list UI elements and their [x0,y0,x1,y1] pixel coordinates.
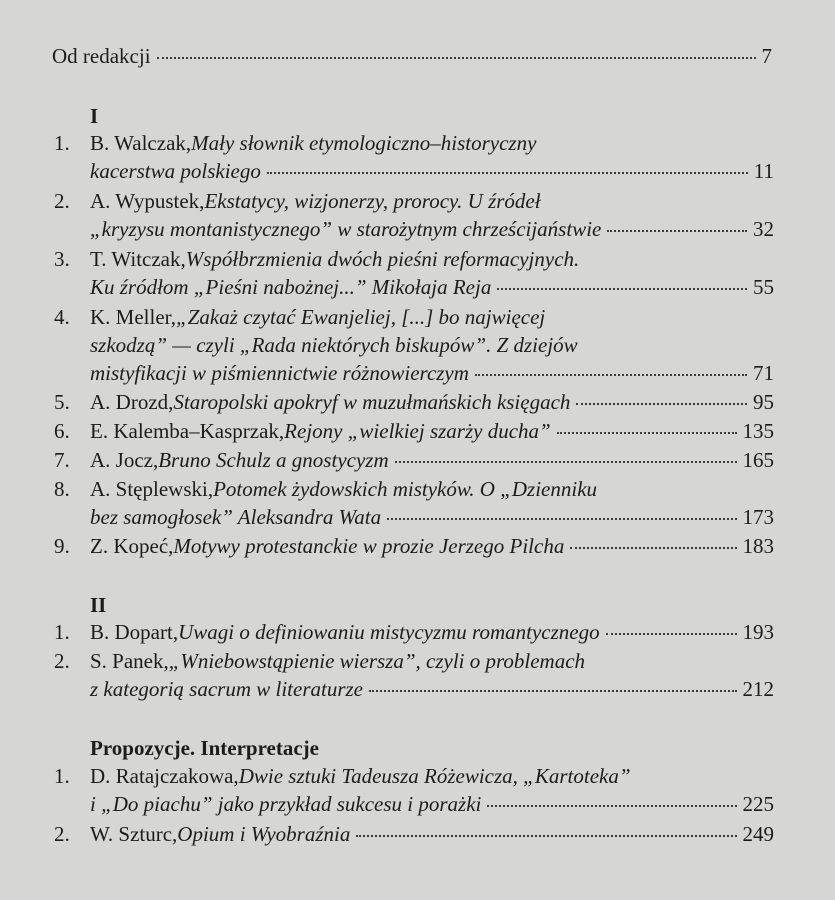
page-number: 193 [742,620,774,644]
entry-number: 1. [54,764,70,788]
entry-number: 5. [54,390,70,414]
entry-line [90,763,631,789]
entry-number: 2. [54,822,70,846]
entry-line [90,332,578,358]
entry-line [90,533,774,559]
entry-author: A. Stęplewski, [90,477,214,501]
entry-title: z kategorią sacrum w literaturze [90,677,363,701]
entry-line [90,447,774,473]
entry-number: 2. [54,649,70,673]
entry-title: „Wniebowstąpienie wiersza”, czyli o problemach [168,649,586,673]
entry-author: A. Wypustek, [90,189,205,213]
section-heading: I [90,104,99,128]
entry-title: Ku źródłom „Pieśni nabożnej...” Mikołaja Reja [90,275,492,299]
page-number: 32 [753,217,774,241]
leader-dots [157,56,756,59]
page-number: 212 [742,677,774,701]
page-number: 249 [742,822,774,846]
entry-title: Uwagi o definiowaniu mistycyzmu romantycznego [178,620,600,644]
page-number: 95 [753,390,774,414]
entry-line [90,418,774,444]
entry-number: 8. [54,477,70,501]
entry-number: 2. [54,189,70,213]
entry-line [90,188,541,214]
section-heading: II [90,593,107,617]
leader-dots [570,546,736,549]
entry-line [90,504,774,530]
entry-author: B. Walczak, [90,131,192,155]
entry-line [90,216,774,242]
toc-entry-intro [52,43,772,69]
entry-line [90,476,597,502]
leader-dots [557,431,737,434]
page-number: 71 [753,361,774,385]
entry-author: D. Ratajczakowa, [90,764,239,788]
entry-title: Mały słownik etymologiczno–historyczny [191,131,537,155]
page-number: 135 [742,419,774,443]
page-number: 11 [753,159,774,183]
leader-dots [387,517,736,520]
entry-author: K. Meller, [90,305,177,329]
leader-dots [487,804,736,807]
entry-title: „kryzysu montanistycznego” w starożytnym chrześcijaństwie [90,217,602,241]
entry-line [90,130,536,156]
entry-title: Współbrzmienia dwóch pieśni reformacyjnych. [185,247,580,271]
entry-title: bez samogłosek” Aleksandra Wata [90,505,382,529]
entry-line [90,360,774,386]
leader-dots [606,632,737,635]
leader-dots [395,460,737,463]
leader-dots [497,287,747,290]
entry-line [90,274,774,300]
page-number: 7 [761,44,772,68]
entry-line [90,389,774,415]
leader-dots [356,834,736,837]
entry-number: 4. [54,305,70,329]
page-number: 55 [753,275,774,299]
page-number: 173 [742,505,774,529]
entry-title: i „Do piachu” jako przykład sukcesu i porażki [90,792,482,816]
leader-dots [267,171,748,174]
entry-number: 1. [54,620,70,644]
entry-line [90,246,579,272]
entry-number: 7. [54,448,70,472]
entry-title: Od redakcji [52,44,151,68]
section-heading: Propozycje. Interpretacje [90,736,319,760]
entry-author: E. Kalemba–Kasprzak, [90,419,285,443]
entry-title: Ekstatycy, wizjonerzy, prorocy. U źródeł [204,189,541,213]
entry-line [90,648,585,674]
entry-author: W. Szturc, [90,822,178,846]
entry-line [90,791,774,817]
entry-author: Z. Kopeć, [90,534,174,558]
entry-line [90,619,774,645]
leader-dots [576,402,747,405]
entry-author: A. Jocz, [90,448,159,472]
leader-dots [607,229,747,232]
entry-title: Motywy protestanckie w prozie Jerzego Pilcha [173,534,565,558]
entry-title: Rejony „wielkiej szarży ducha” [284,419,551,443]
entry-line [90,676,774,702]
leader-dots [475,373,747,376]
entry-number: 3. [54,247,70,271]
page-number: 165 [742,448,774,472]
page-number: 183 [742,534,774,558]
entry-author: T. Witczak, [90,247,186,271]
entry-number: 9. [54,534,70,558]
entry-title: Dwie sztuki Tadeusza Różewicza, „Kartoteka” [238,764,631,788]
entry-title: Staropolski apokryf w muzułmańskich księgach [173,390,571,414]
entry-title: Bruno Schulz a gnostycyzm [158,448,389,472]
entry-title: kacerstwa polskiego [90,159,261,183]
entry-title: mistyfikacji w piśmiennictwie różnowierczym [90,361,469,385]
entry-line [90,304,545,330]
entry-title: „Zakaż czytać Ewanjeliej, [...] bo najwięcej [176,305,546,329]
entry-author: A. Drozd, [90,390,174,414]
entry-number: 6. [54,419,70,443]
entry-author: B. Dopart, [90,620,179,644]
leader-dots [369,689,737,692]
entry-title: Opium i Wyobraźnia [177,822,351,846]
entry-line [90,821,774,847]
entry-author: S. Panek, [90,649,169,673]
entry-title: Potomek żydowskich mistyków. O „Dzienniku [213,477,598,501]
entry-title: szkodzą” — czyli „Rada niektórych biskupów”. Z dziejów [90,333,578,357]
entry-number: 1. [54,131,70,155]
entry-line [90,158,774,184]
page-number: 225 [742,792,774,816]
